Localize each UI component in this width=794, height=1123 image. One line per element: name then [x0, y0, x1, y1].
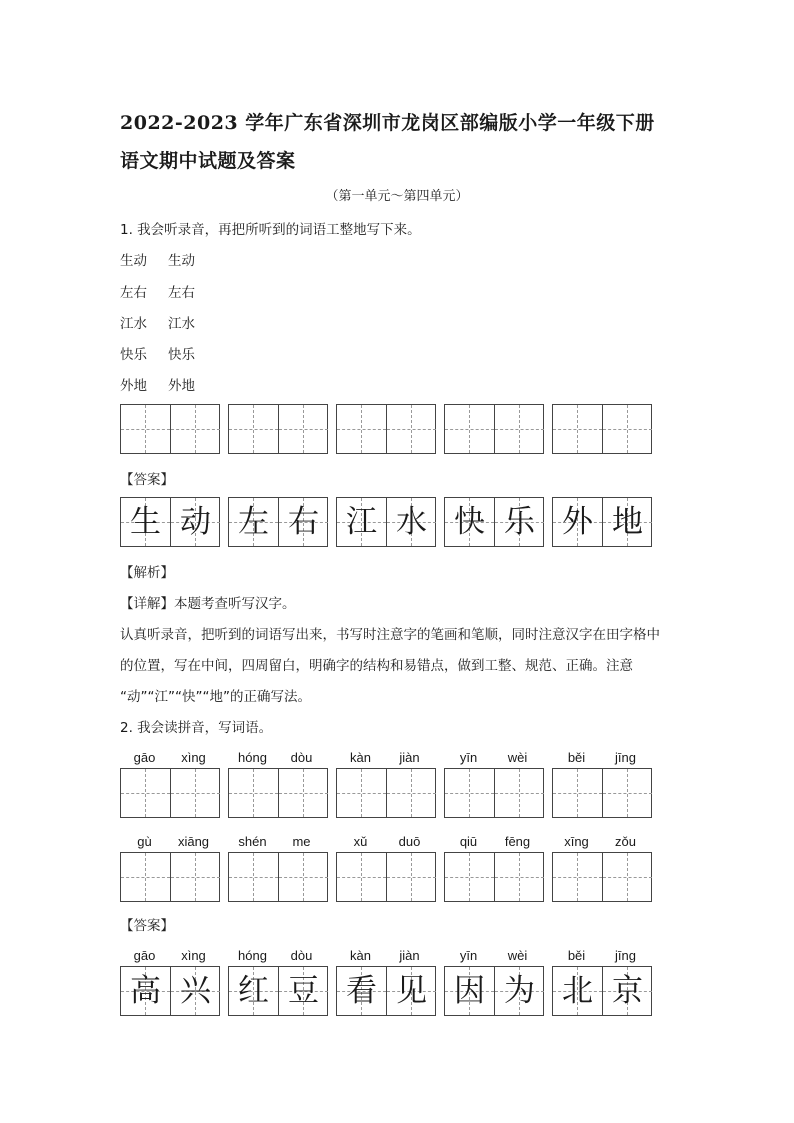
pinyin: xìng: [181, 948, 206, 963]
pinyin: qiū: [459, 834, 478, 849]
pinyin: xiāng: [177, 834, 210, 849]
pinyin: jīng: [615, 948, 636, 963]
answer-char: 水: [396, 504, 427, 540]
q2-prompt: 2. 我会读拼音，写词语。: [120, 720, 273, 736]
q1-word: 外地: [168, 378, 195, 394]
q1-explanation-line: 认真听录音，把听到的词语写出来，书写时注意字的笔画和笔顺，同时注意汉字在田字格中: [120, 627, 660, 643]
q1-word: 江水: [168, 316, 195, 332]
tianzige-box[interactable]: [552, 768, 652, 818]
answer-char: 左: [238, 504, 269, 540]
answer-char: 动: [180, 504, 211, 540]
tianzige-box[interactable]: [444, 852, 544, 902]
pinyin: hóng: [238, 750, 267, 765]
answer-char: 兴: [180, 973, 211, 1009]
detail-tag: 【详解】: [120, 596, 174, 612]
tianzige-box[interactable]: [228, 404, 328, 454]
pinyin: me: [292, 834, 311, 849]
answer-char: 外: [562, 504, 593, 540]
tianzige-box: [336, 966, 436, 1016]
q2-answer-tag: 【答案】: [120, 918, 174, 934]
pinyin: zǒu: [615, 834, 636, 849]
document-title-line1: 2022-2023 学年广东省深圳市龙岗区部编版小学一年级下册: [120, 112, 655, 134]
q1-word-pair: [120, 374, 216, 394]
detail-text: 本题考查听写汉字。: [174, 596, 296, 612]
pinyin: wèi: [507, 948, 528, 963]
pinyin: xīng: [564, 834, 589, 849]
answer-char: 地: [612, 504, 643, 540]
pinyin: jiàn: [399, 948, 420, 963]
q1-word-pair: [120, 249, 216, 269]
pinyin: jiàn: [399, 750, 420, 765]
pinyin: xìng: [181, 750, 206, 765]
document-subtitle: （第一单元～第四单元）: [325, 189, 469, 204]
pinyin: duō: [398, 834, 421, 849]
answer-char: 豆: [288, 973, 319, 1009]
q1-word-pair: [120, 343, 216, 363]
q1-word: 快乐: [120, 347, 147, 363]
answer-char: 高: [130, 973, 161, 1009]
pinyin: dòu: [290, 750, 313, 765]
q1-word: 左右: [168, 285, 195, 301]
tianzige-box[interactable]: [444, 404, 544, 454]
document-title-line2: 语文期中试题及答案: [120, 150, 296, 172]
q1-explanation-line: “动”“江”“快”“地”的正确写法。: [120, 689, 311, 705]
tianzige-box[interactable]: [228, 852, 328, 902]
tianzige-box: [552, 966, 652, 1016]
answer-char: 为: [504, 973, 535, 1009]
tianzige-box: [336, 497, 436, 547]
tianzige-box: [444, 966, 544, 1016]
pinyin: fēng: [504, 834, 531, 849]
pinyin: jīng: [615, 750, 636, 765]
pinyin: yīn: [459, 750, 478, 765]
tianzige-box: [120, 966, 220, 1016]
pinyin: hóng: [238, 948, 267, 963]
pinyin: gù: [137, 834, 152, 849]
q1-word: 外地: [120, 378, 147, 394]
q1-word-pair: [120, 312, 216, 332]
q1-word-pair: [120, 281, 216, 301]
tianzige-box[interactable]: [552, 852, 652, 902]
tianzige-box[interactable]: [336, 404, 436, 454]
pinyin: běi: [567, 750, 586, 765]
tianzige-box: [552, 497, 652, 547]
pinyin: gāo: [133, 948, 156, 963]
answer-char: 红: [238, 973, 269, 1009]
answer-char: 北: [562, 973, 593, 1009]
answer-char: 看: [346, 973, 377, 1009]
answer-char: 右: [288, 504, 319, 540]
q1-detail: [120, 592, 296, 612]
answer-char: 生: [130, 504, 161, 540]
tianzige-box[interactable]: [444, 768, 544, 818]
pinyin: wèi: [507, 750, 528, 765]
q1-word: 快乐: [168, 347, 195, 363]
tianzige-box[interactable]: [120, 768, 220, 818]
pinyin: yīn: [459, 948, 478, 963]
answer-char: 京: [612, 973, 643, 1009]
tianzige-box[interactable]: [120, 852, 220, 902]
answer-char: 乐: [504, 504, 535, 540]
pinyin: gāo: [133, 750, 156, 765]
tianzige-box[interactable]: [552, 404, 652, 454]
pinyin: shén: [238, 834, 267, 849]
pinyin: dòu: [290, 948, 313, 963]
tianzige-box: [228, 497, 328, 547]
tianzige-box: [444, 497, 544, 547]
q1-answer-tag: 【答案】: [120, 472, 174, 488]
answer-char: 见: [396, 973, 427, 1009]
answer-char: 因: [454, 973, 485, 1009]
answer-char: 快: [454, 504, 485, 540]
q1-word: 左右: [120, 285, 147, 301]
answer-char: 江: [346, 504, 377, 540]
q1-word: 江水: [120, 316, 147, 332]
tianzige-box: [120, 497, 220, 547]
pinyin: kàn: [350, 750, 371, 765]
q1-word: 生动: [168, 253, 195, 269]
tianzige-box: [228, 966, 328, 1016]
tianzige-box[interactable]: [120, 404, 220, 454]
q1-analysis-tag: 【解析】: [120, 565, 174, 581]
pinyin: kàn: [350, 948, 371, 963]
pinyin: běi: [567, 948, 586, 963]
tianzige-box[interactable]: [336, 768, 436, 818]
q1-explanation-line: 的位置，写在中间，四周留白，明确字的结构和易错点，做到工整、规范、正确。注意: [120, 658, 633, 674]
q1-word: 生动: [120, 253, 147, 269]
tianzige-box[interactable]: [228, 768, 328, 818]
q1-prompt: 1. 我会听录音，再把所听到的词语工整地写下来。: [120, 222, 421, 238]
pinyin: xǔ: [353, 834, 368, 849]
tianzige-box[interactable]: [336, 852, 436, 902]
